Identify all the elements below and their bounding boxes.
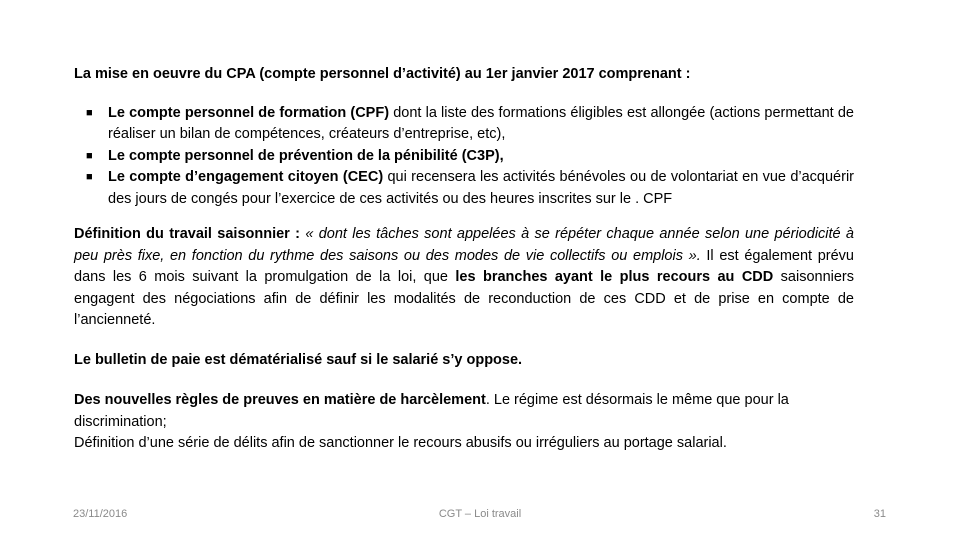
bullet-cec-title: Le compte d’engagement citoyen (CEC) [108, 169, 384, 185]
bullet-item-c3p [74, 146, 854, 168]
definition-text-1: Il est également prévu dans les 6 mois suivant la promulgation de la loi, que [74, 247, 854, 285]
bulletin-text: Le bulletin de paie est dématérialisé sauf si le salarié s’y oppose. [74, 351, 523, 368]
square-bullet-icon: ■ [86, 171, 93, 183]
footer-date: 23/11/2016 [73, 508, 128, 520]
intro-paragraph [74, 64, 854, 86]
bullet-item-cpf [74, 103, 854, 146]
definition-label: Définition du travail saisonnier : [74, 226, 300, 242]
harcelement-paragraph [74, 390, 854, 433]
definition-text-2: saisonniers engagent des négociations afin de définir les modalités de reconduction de ces CDD et de prise en compte de l’ancienneté. [74, 269, 855, 328]
bullet-item-cec [74, 167, 854, 210]
definition-quote: « dont les tâches sont appelées à se répéter chaque année selon une périodicité à peu près fixe, en fonction du rythme des saisons ou des modes de vie collectifs ou emplois ». [74, 226, 854, 264]
bulletin-paragraph [74, 350, 854, 372]
harcelement-title: Des nouvelles règles de preuves en matière de harcèlement [74, 392, 486, 408]
bullet-cpf-title: Le compte personnel de formation (CPF) [108, 104, 390, 121]
slide-body [74, 64, 854, 455]
square-bullet-icon: ■ [86, 149, 93, 162]
harcelement-text: . Le régime est désormais le même que pour la discrimination; [74, 392, 789, 430]
intro-text: La mise en oeuvre du CPA (compte personnel d’activité) au 1er janvier 2017 comprenant : [74, 66, 691, 82]
bullet-c3p-title: Le compte personnel de prévention de la pénibilité (C3P), [108, 147, 504, 164]
bullet-cec-text: qui recensera les activités bénévoles ou de volontariat en vue d’acquérir des jours de congés pour l’exercice de ces activités ou des heures inscrites sur le . CPF [108, 169, 854, 207]
page-number: 31 [873, 508, 886, 520]
square-bullet-icon: ■ [86, 106, 93, 119]
bullet-cpf-text: dont la liste des formations éligibles est allongée (actions permettant de réaliser un bilan de compétences, créateurs d’entreprise, etc), [108, 104, 854, 142]
definition-bold-branches: les branches ayant le plus recours au CDD [455, 269, 774, 285]
portage-paragraph [74, 433, 854, 455]
definition-paragraph [74, 224, 854, 332]
cpa-bullet-list [74, 103, 854, 211]
portage-text: Définition d’une série de délits afin de sanctionner le recours abusifs ou irréguliers au portage salarial. [74, 435, 727, 451]
footer-title: CGT – Loi travail [438, 508, 522, 520]
